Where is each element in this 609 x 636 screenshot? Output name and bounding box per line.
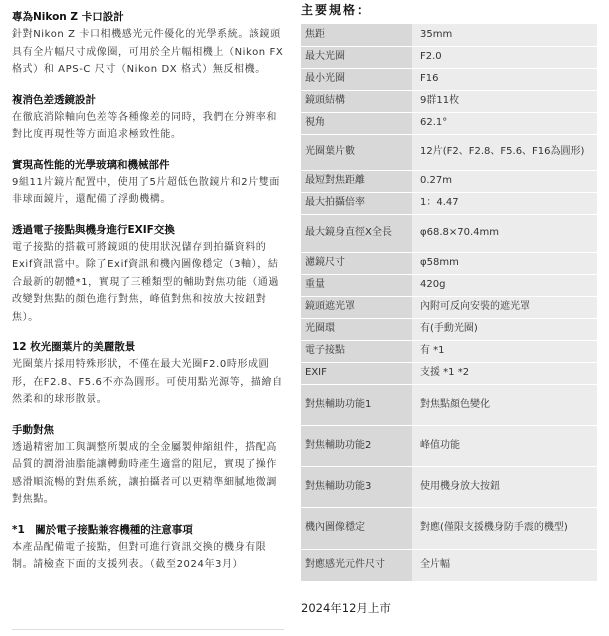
spec-value: 峰值功能 xyxy=(412,425,597,466)
release-date: 2024年12月上市 xyxy=(301,601,391,615)
spec-row xyxy=(301,24,597,46)
spec-label: 鏡頭遮光罩 xyxy=(301,296,412,318)
feature-title: 複消色差透鏡設計 xyxy=(12,93,96,106)
spec-row xyxy=(301,274,597,296)
spec-row xyxy=(301,318,597,340)
spec-label: 光圈環 xyxy=(301,318,412,340)
spec-row xyxy=(301,252,597,274)
spec-label: 對焦輔助功能3 xyxy=(301,466,412,507)
spec-value: F16 xyxy=(412,68,597,90)
feature-title: 12 枚光圈葉片的美麗散景 xyxy=(12,341,136,353)
spec-label: 最短對焦距離 xyxy=(301,170,412,192)
spec-value: 420g xyxy=(412,274,597,296)
footnote-body: 本產品配備電子接點，但對可進行資訊交換的機身有限制。請檢查下面的支援列表。（截至2024年3月） xyxy=(12,541,267,570)
feature-list xyxy=(12,10,284,588)
spec-row xyxy=(301,425,597,466)
footnote-section xyxy=(12,523,284,574)
spec-row xyxy=(301,46,597,68)
spec-value: 有 *1 xyxy=(412,340,597,362)
spec-label: 電子接點 xyxy=(301,340,412,362)
spec-row xyxy=(301,170,597,192)
spec-row xyxy=(301,112,597,134)
feature-section xyxy=(12,423,284,509)
feature-section xyxy=(12,223,284,327)
spec-label: 視角 xyxy=(301,112,412,134)
spec-label: 最大拍攝倍率 xyxy=(301,192,412,214)
spec-value: φ58mm xyxy=(412,252,597,274)
feature-title: 實現高性能的光學玻璃和機械部件 xyxy=(12,158,170,171)
spec-row xyxy=(301,340,597,362)
feature-title: 透過電子接點與機身進行EXIF交換 xyxy=(12,223,175,236)
feature-body: 針對Nikon Z 卡口相機感光元件優化的光學系統。該鏡頭具有全片幅尺寸成像圈，可用於全片幅相機上（Nikon FX 格式）和 APS-C 尺寸（Nikon DX 格式）無反相機。 xyxy=(12,29,284,75)
spec-label: 重量 xyxy=(301,274,412,296)
feature-section xyxy=(12,158,284,209)
spec-row xyxy=(301,214,597,252)
spec-label: EXIF xyxy=(301,362,412,384)
spec-label: 光圈葉片數 xyxy=(301,134,412,170)
footnote-title: *1 關於電子接點兼容機種的注意事項 xyxy=(12,523,193,536)
spec-row xyxy=(301,68,597,90)
specs-title: 主要規格： xyxy=(301,3,372,17)
spec-value: 0.27m xyxy=(412,170,597,192)
spec-value: 全片幅 xyxy=(412,549,597,581)
feature-body: 電子接點的搭載可將鏡頭的使用狀況儲存到拍攝資料的Exif資訊當中。除了Exif資訊和機內圖像穩定（3軸），結合最新的韌體*1，實現了三種類型的輔助對焦功能（通過改變對焦點的顏色進行對焦，峰值對焦和按放大按鈕對焦）。 xyxy=(12,241,279,323)
spec-row xyxy=(301,466,597,507)
spec-value: 35mm xyxy=(412,24,597,46)
feature-body: 9組11片鏡片配置中，使用了5片超低色散鏡片和2片雙面非球面鏡片，還配備了浮動機構。 xyxy=(12,176,281,205)
spec-label: 最大鏡身直徑X全長 xyxy=(301,214,412,252)
spec-value: 有(手動光圈) xyxy=(412,318,597,340)
spec-row xyxy=(301,192,597,214)
spec-label: 機內圖像穩定 xyxy=(301,507,412,549)
spec-value: 使用機身放大按鈕 xyxy=(412,466,597,507)
feature-title: 手動對焦 xyxy=(12,423,54,436)
spec-label: 濾鏡尺寸 xyxy=(301,252,412,274)
feature-section xyxy=(12,340,284,409)
spec-row xyxy=(301,296,597,318)
spec-value: 支援 *1 *2 xyxy=(412,362,597,384)
spec-row xyxy=(301,384,597,425)
spec-row xyxy=(301,549,597,581)
feature-body: 光圈葉片採用特殊形狀，不僅在最大光圈F2.0時形成圓形，在F2.8、F5.6不亦為圓形。可使用點光源等，描繪自然柔和的球形散景。 xyxy=(12,359,283,405)
spec-row xyxy=(301,134,597,170)
spec-value: φ68.8×70.4mm xyxy=(412,214,597,252)
spec-label: 最小光圈 xyxy=(301,68,412,90)
spec-row xyxy=(301,90,597,112)
spec-value: F2.0 xyxy=(412,46,597,68)
spec-value: 1：4.47 xyxy=(412,192,597,214)
spec-label: 對焦輔助功能2 xyxy=(301,425,412,466)
feature-title: 專為Nikon Z 卡口設計 xyxy=(12,11,124,23)
specs-panel xyxy=(301,2,597,582)
spec-label: 對應感光元件尺寸 xyxy=(301,549,412,581)
spec-value: 對應(僅限支援機身防手震的機型) xyxy=(412,507,597,549)
spec-value: 12片(F2、F2.8、F5.6、F16為圓形) xyxy=(412,134,597,170)
spec-label: 對焦輔助功能1 xyxy=(301,384,412,425)
feature-body: 透過精密加工與調整所製成的全金屬製伸縮組件，搭配高品質的潤滑油脂能讓轉動時產生適當的阻尼，實現了操作感滑順流暢的對焦系統，讓拍攝者可以更精準細膩地微調對焦點。 xyxy=(12,441,277,505)
spec-label: 最大光圈 xyxy=(301,46,412,68)
specs-table xyxy=(301,24,597,582)
spec-row xyxy=(301,362,597,384)
spec-label: 焦距 xyxy=(301,24,412,46)
spec-value: 對焦點顏色變化 xyxy=(412,384,597,425)
spec-row xyxy=(301,507,597,549)
spec-value: 9群11枚 xyxy=(412,90,597,112)
feature-section xyxy=(12,93,284,144)
spec-value: 內附可反向安裝的遮光罩 xyxy=(412,296,597,318)
feature-body: 在徹底消除軸向色差等各種像差的同時，我們在分辨率和對比度再現性等方面追求極致性能。 xyxy=(12,111,277,140)
spec-label: 鏡頭結構 xyxy=(301,90,412,112)
divider xyxy=(12,629,284,630)
feature-section xyxy=(12,10,284,79)
spec-value: 62.1° xyxy=(412,112,597,134)
